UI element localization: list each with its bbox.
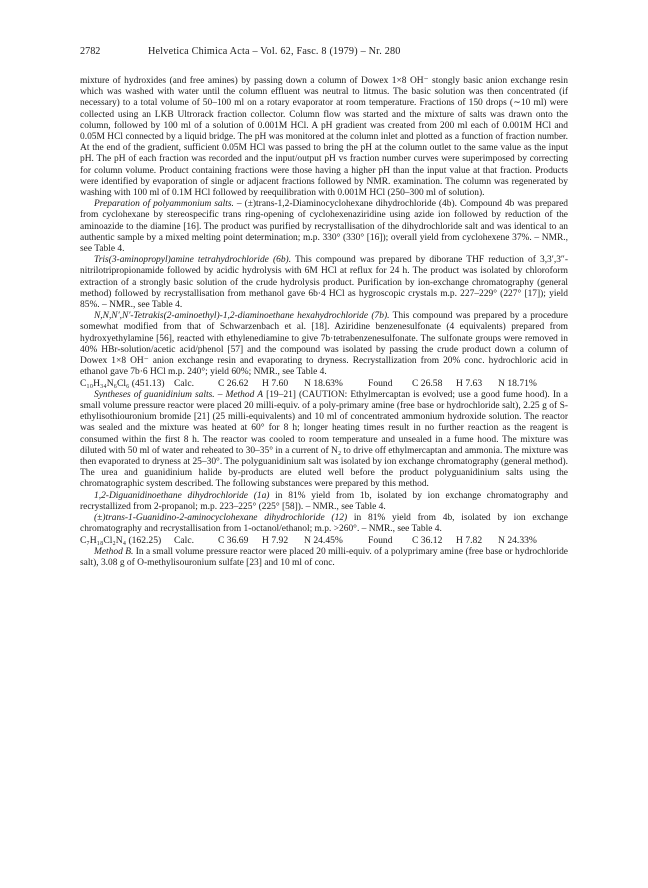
paragraph-text: [19–21] (CAUTION: Ethylmercaptan is evolved; use a good fume hood). In a small volume pressure reactor were placed 20 milli-equiv. of a poly-primary amine (free base or hydrochloride salt), 2.25 g of S-ethylisothiouronium bromide [21] (25 milli-equivalents) and 10 ml of concentrated ammonium hydroxide solution. The reactor was sealed and the mixture was heated at 60° for 8 h; longer heating times result in no further reaction as the reagent is consumed within the first 8 h. The reactor was cooled to room temperature and unsealed in a fume hood. The mixture was diluted with 50 ml of water and reheated to 30–35° in a current of N₂ to drive off ethylmercaptan and ammonia. The mixture was then evaporated to dryness at 25–30°. The polyguanidinium salt was isolated by ion exchange chromatography (general method). The urea and guanidinium halide by-products are eluted well before the product polyguanidinium salts using the chromatographic system described. The following substances were prepared by this method. [80,389,568,490]
calc-carbon: C 26.62 [218,378,249,390]
found-nitrogen: N 18.71% [498,378,537,390]
compound-heading: (±)trans-1-Guanidino-2-aminocyclohexane dihydrochloride (12) [94,512,348,523]
found-label: Found [368,535,393,547]
calc-label: Calc. [174,378,194,390]
section-heading: Preparation of polyammonium salts. [94,199,234,210]
molecular-formula: C₇H₁₈Cl₂N₄ (162.25) [80,535,162,547]
paragraph-text: This compound was prepared by diborane THF reduction of 3,3′,3″-nitrilotripropionamide followed by acidic hydrolysis with 6M HCl at reflux for 24 h. The product was isolated by chloroform extraction of a strongly basic solution of the crude hydrolysis product. Purification by ion-exchange chromatography (general method) followed by recrystallisation from methanol gave 6b·4 HCl as hygroscopic crystals m.p. 227–229° (227° [17]); yield 85%. – NMR., see Table 4. [80,255,568,311]
paragraph-compound-6b [80,255,568,311]
compound-heading: N,N,N′,N′-Tetrakis(2-aminoethyl)-1,2-diaminoethane hexahydrochloride (7b). [94,311,390,322]
found-label: Found [368,378,393,390]
paragraph-compound-12 [80,513,568,535]
paragraph-text: in 81% yield from 4b, isolated by ion exchange chromatography and recrystallisation from 1-octanol/ethanol; m.p. >260°. – NMR., see Table 4. [80,512,569,535]
elemental-analysis-7b [80,378,568,389]
calc-hydrogen: H 7.92 [262,535,289,547]
paragraph-text: Compound 4b was prepared from cyclohexane by stereospecific trans ring-opening of cyclohexenaziridine using azide ion followed by reduction of the aminoazide to the diamine [16]. The product was purified by recrystallisation of the dihydrochloride salt and was identical to an authentic sample by a mixed melting point determination; m.p. 330° (330° [16]); overall yield from cyclohexene 37%. – NMR., see Table 4. [80,199,568,255]
article-body [80,76,568,569]
calc-label: Calc. [174,535,194,547]
found-hydrogen: H 7.63 [456,378,483,390]
paragraph-compound-1a [80,491,568,513]
compound-heading: 1,2-Diguanidinoethane dihydrochloride (1a) [94,490,270,501]
paragraph-polyammonium-4b [80,199,568,255]
compound-heading: Tris(3-aminopropyl)amine tetrahydrochloride (6b). [94,255,292,266]
calc-nitrogen: N 18.63% [304,378,343,390]
elemental-analysis-12 [80,535,568,546]
paragraph-text: In a small volume pressure reactor were placed 20 milli-equiv. of a polyprimary amine (free base or hydrochloride salt), 3.08 g of O-methylisouronium sulfate [23] and 10 ml of conc. [80,546,568,568]
paragraph-ion-exchange-method: mixture of hydroxides (and free amines) by passing down a column of Dowex 1×8 OH⁻ stongly basic anion exchange resin which was washed with water until the column effluent was neutral to litmus. The basic solution was then concentrated (if necessary) to a total volume of 50–100 ml on a rotary evaporator at room temperature. Fractions of 150 drops (∼10 ml) were collected using an LKB Ultrorack fraction collector. Column flow was started and the mixture of salts was drawn onto the column, followed by 100 ml of a solution of 0.001M HCl. A pH gradient was created from 200 ml each of 0.001M HCl and 0.05M HCl connected by a liquid bridge. The pH was monitored at the column inlet and plotted as a function of fraction number. At the end of the gradient, sufficient 0.05M HCl was passed to bring the pH at the column outlet to the same value as the input pH. The pH of each fraction was recorded and the input/output pH vs fraction number curves were superimposed by correcting for column volume. Product containing fractions were those having a higher pH than the input value at that fraction. Products were identified by evaporation of single or adjacent fractions followed by NMR. examination. The column was regenerated by washing with 100 ml of 0.1M HCl followed by reequilibration with 0.001M HCl (250–300 ml of solution). [80,76,568,199]
calc-nitrogen: N 24.45% [304,535,343,547]
found-carbon: C 26.58 [412,378,443,390]
page-number: 2782 [80,46,101,57]
section-heading: Syntheses of guanidinium salts. – Method A [94,389,263,400]
paragraph-guanidinium-method-b [80,547,568,569]
running-title: Helvetica Chimica Acta – Vol. 62, Fasc. 8 (1979) – Nr. 280 [148,46,401,57]
calc-hydrogen: H 7.60 [262,378,289,390]
section-heading: Method B. [94,546,134,557]
found-nitrogen: N 24.33% [498,535,537,547]
paragraph-guanidinium-method-a [80,390,568,491]
calc-carbon: C 36.69 [218,535,249,547]
paragraph-compound-7b [80,311,568,378]
found-carbon: C 36.12 [412,535,443,547]
compound-heading: – (±)trans-1,2-Diaminocyclohexane dihydrochloride (4b). [233,199,457,210]
found-hydrogen: H 7.82 [456,535,483,547]
paragraph-text: This compound was prepared by a procedure somewhat modified from that of Schwarzenbach et al. [18]. Aziridine benzenesulfonate (4 equivalents) prepared from hydroxyethylamine [56], reacted with ethylenediamine to give 7b·tetrabenzenesulfonate. The sulfonate groups were removed in 40% HBr-solution/acetic acid/phenol [57] and the compound was isolated by passing the crude product down a column of Dowex 1×8 OH⁻ anion exchange resin and evaporating to dryness. Recrystallization from 20% conc. hydrochloric acid in ethanol gave 7b·6 HCl m.p. 240°; yield 60%; NMR., see Table 4. [80,311,568,378]
molecular-formula: C₁₀H₃₄N₆Cl₆ (451.13) [80,378,165,390]
paragraph-text: in 81% yield from 1b, isolated by ion exchange chromatography and recrystallized from 2-propanol; m.p. 223–225° (225° [58]). – NMR., see Table 4. [80,490,568,512]
